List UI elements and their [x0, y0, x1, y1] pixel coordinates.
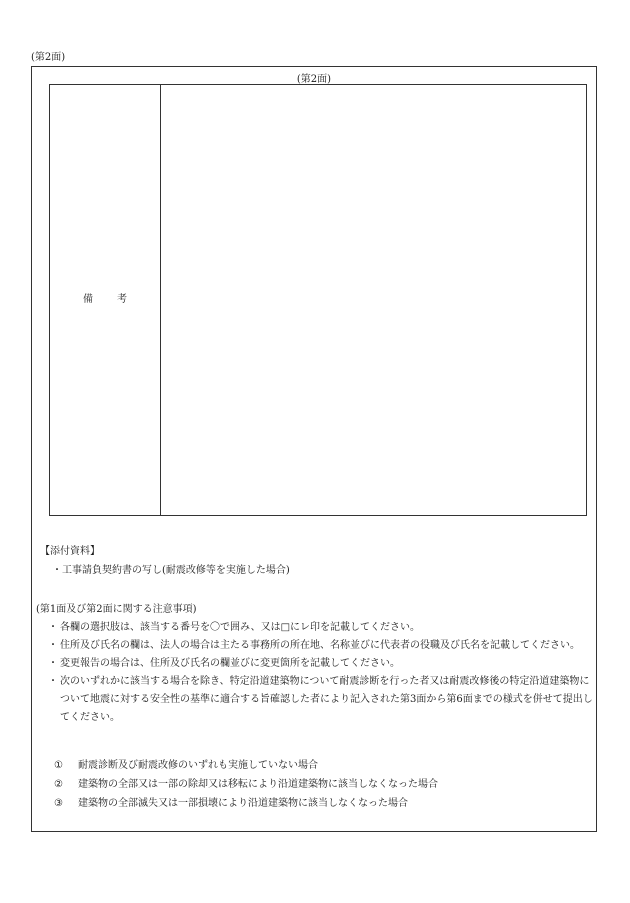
- remarks-table: [49, 84, 587, 516]
- note-item: [48, 673, 593, 727]
- note-text: 各欄の選択肢は、該当する番号を〇で囲み、又は□にレ印を記載してください。: [60, 622, 421, 633]
- exception-number: ①: [54, 760, 63, 771]
- note-item: [48, 637, 593, 655]
- notes-heading: (第1面及び第2面に関する注意事項): [36, 604, 197, 615]
- exception-text: 耐震診断及び耐震改修のいずれも実施していない場合: [78, 760, 318, 771]
- attachments-item: ・工事請負契約書の写し(耐震改修等を実施した場合): [52, 565, 290, 576]
- exception-item: [54, 794, 574, 813]
- notes-list: [48, 619, 593, 727]
- note-bullet: ・: [48, 658, 58, 669]
- note-text: 住所及び氏名の欄は、法人の場合は主たる事務所の所在地、名称並びに代表者の役職及び氏名を記載してください。: [60, 640, 580, 651]
- page-label: (第2面): [31, 52, 66, 63]
- note-item: [48, 619, 593, 637]
- note-item: [48, 655, 593, 673]
- exception-number: ②: [54, 779, 63, 790]
- note-bullet: ・: [48, 676, 58, 687]
- exception-list: [54, 756, 574, 813]
- exception-item: [54, 756, 574, 775]
- frame-title: (第2面): [296, 74, 332, 85]
- exception-text: 建築物の全部又は一部の除却又は移転により沿道建築物に該当しなくなった場合: [78, 779, 438, 790]
- note-bullet: ・: [48, 622, 58, 633]
- attachments-heading: 【添付資料】: [40, 546, 100, 557]
- note-bullet: ・: [48, 640, 58, 651]
- exception-text: 建築物の全部滅失又は一部損壊により沿道建築物に該当しなくなった場合: [78, 798, 408, 809]
- exception-number: ③: [54, 798, 63, 809]
- exception-item: [54, 775, 574, 794]
- form-frame: [31, 66, 597, 832]
- remarks-input-area[interactable]: [161, 85, 586, 515]
- note-text: 変更報告の場合は、住所及び氏名の欄並びに変更箇所を記載してください。: [60, 658, 400, 669]
- note-text: 次のいずれかに該当する場合を除き、特定沿道建築物について耐震診断を行った者又は耐震改修後の特定沿道建築物について地震に対する安全性の基準に適合する旨確認した者により記入された第3面から第6面までの様式を併せて提出してください。: [60, 676, 593, 723]
- remarks-label: 備考: [83, 294, 151, 305]
